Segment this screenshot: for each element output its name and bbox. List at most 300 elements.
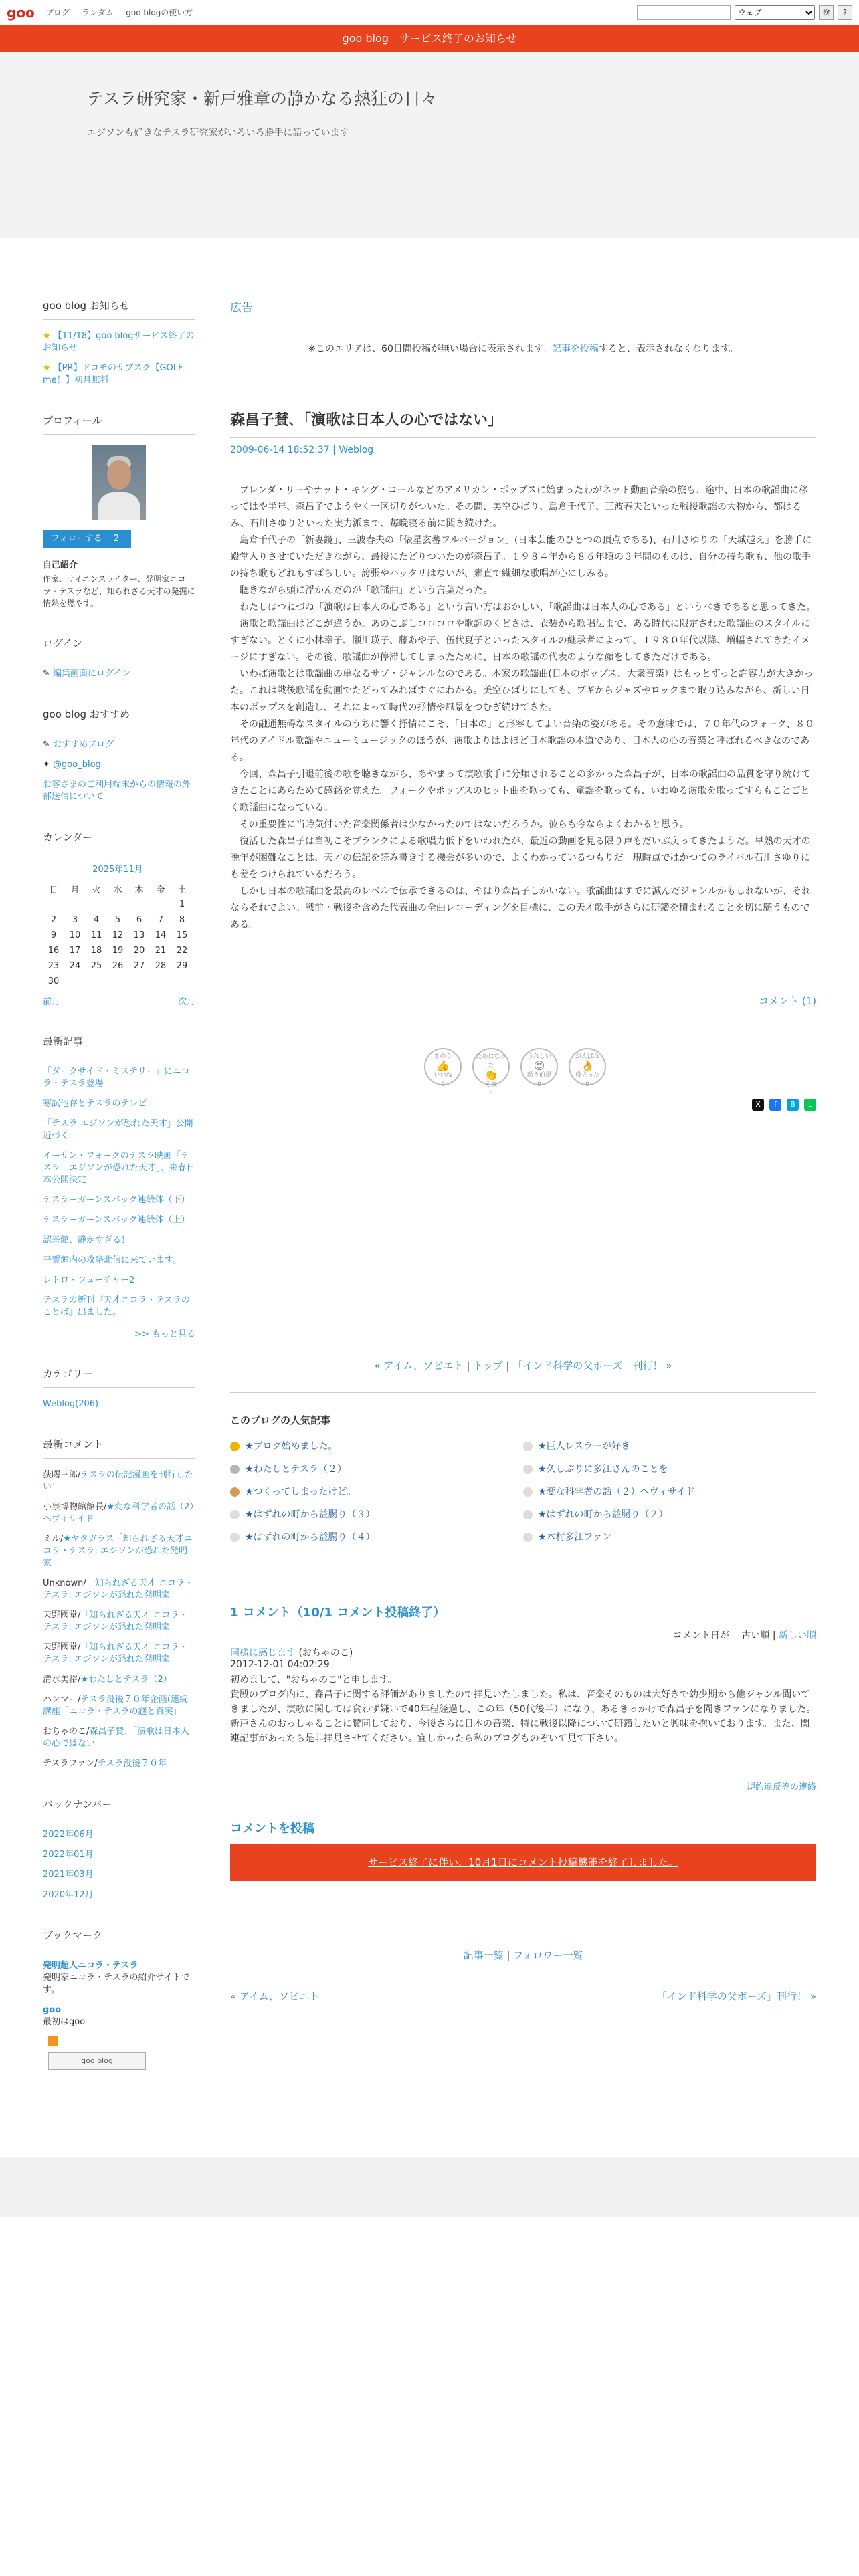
- login-title: ログイン: [43, 636, 195, 657]
- comment-what-link[interactable]: 森昌子賛、「演歌は日本人の心ではない」: [43, 1727, 189, 1749]
- calendar-week: [43, 958, 193, 974]
- calendar-day: 5: [114, 915, 121, 925]
- follow-button[interactable]: [43, 530, 131, 548]
- calendar-day: 2: [50, 915, 57, 925]
- rank-badge-icon: [523, 1533, 533, 1542]
- calendar-week: [43, 943, 193, 958]
- comment-closed-link[interactable]: サービス終了に伴い、10月1日にコメント投稿機能を終了しました。: [368, 1856, 678, 1868]
- next-month-link[interactable]: 次月: [177, 997, 195, 1007]
- goo-logo[interactable]: goo: [7, 4, 35, 21]
- calendar-day: [86, 897, 107, 912]
- latest-comments-title: 最新コメント: [43, 1437, 195, 1459]
- calendar-nav: [43, 994, 195, 1007]
- follow-label: フォローする: [51, 534, 102, 544]
- recommend-link[interactable]: おすすめブログ: [53, 740, 114, 750]
- rank-badge-icon: [523, 1487, 533, 1497]
- bookmark-section: [43, 1928, 195, 2070]
- bottom-nav: 記事一覧 | フォロワー一覧: [230, 1921, 816, 1962]
- popular-link[interactable]: ★久しぶりに多江さんのことを: [538, 1464, 668, 1475]
- search-input[interactable]: [637, 5, 731, 20]
- calendar-week: [43, 897, 193, 912]
- recommend-item: [43, 759, 195, 771]
- comment-what-link[interactable]: テスラ没後７０年: [97, 1759, 167, 1769]
- entry-date: 2009-06-14 18:52:37: [230, 445, 330, 455]
- info-section: [43, 298, 195, 387]
- recommend-item: [43, 739, 195, 751]
- calendar-day: 9: [50, 930, 57, 940]
- comment-who: テスラファン: [43, 1759, 95, 1769]
- info-title: goo blog お知らせ: [43, 298, 195, 320]
- popular-item: [230, 1530, 523, 1543]
- pencil-icon: ✎: [43, 669, 50, 679]
- recent-item: [43, 1295, 195, 1319]
- ad-title: 広告: [230, 302, 253, 315]
- calendar-day: [171, 974, 193, 989]
- bottom-pager: [230, 1989, 816, 2003]
- separator: /: [78, 1470, 81, 1480]
- popular-item: [523, 1530, 816, 1543]
- rank-badge-icon: [230, 1442, 240, 1451]
- reaction-good[interactable]: [424, 1048, 462, 1088]
- recent-item: [43, 1066, 195, 1090]
- comment-what-link[interactable]: ★わたしとテスラ（2）: [80, 1675, 172, 1685]
- top-bar: [0, 0, 859, 25]
- calendar-day: 12: [112, 930, 124, 940]
- entry-list-link[interactable]: 記事一覧: [463, 1949, 504, 1961]
- thumbs-up-icon: 👍: [436, 1059, 450, 1072]
- intro-text: 作家、サイエンスライター、発明家ニコラ・テスラなど、知られざる天才の発掘に情熱を燃やす。: [43, 574, 195, 608]
- reaction-buttons: [424, 1048, 816, 1097]
- follower-list-link[interactable]: フォロワー一覧: [513, 1949, 583, 1961]
- profile-title: プロフィール: [43, 413, 195, 435]
- recent-link[interactable]: イーサン・フォークのテスラ映画「テスラ エジソンが恐れた天才」、来春日本公開決定: [43, 1151, 195, 1185]
- clap-icon: 👏: [484, 1069, 498, 1081]
- popular-link[interactable]: ★はずれの町から益腸り（４）: [245, 1532, 375, 1543]
- calendar-days: [43, 897, 193, 989]
- bird-icon: ✦: [43, 760, 50, 770]
- recent-link[interactable]: 寒試他存とテスラのテレビ: [43, 1099, 147, 1109]
- service-end-notice: [0, 25, 859, 52]
- comment-who: ミル: [43, 1534, 61, 1544]
- calendar-day: [64, 974, 86, 989]
- backnumber-section: [43, 1797, 195, 1901]
- blog-description: エジソンも好きなテスラ研究家がいろいろ勝手に語っています。: [87, 128, 358, 138]
- recent-link[interactable]: テスラーガーンズバック連続体（上）: [43, 1215, 190, 1225]
- rank-badge-icon: [523, 1465, 533, 1474]
- ad-text-2: すると、表示されなくなります。: [598, 344, 739, 354]
- info-item: [43, 330, 195, 354]
- comment-closed-banner: [230, 1844, 816, 1881]
- login-section: [43, 636, 195, 680]
- reaction-count: 0: [585, 1081, 589, 1088]
- comment-who: 天野國堂: [43, 1610, 78, 1620]
- reaction-top: ためになった: [476, 1053, 506, 1069]
- recent-item: [43, 1235, 195, 1247]
- separator: /: [104, 1502, 107, 1512]
- reaction-label: 役立った: [575, 1072, 599, 1079]
- comment-what-link[interactable]: 「知られざる天才 ニコラ・テスラ: エジソンが恐れた発明家: [43, 1610, 188, 1632]
- reaction-helpful[interactable]: [569, 1048, 606, 1088]
- comment-who: Unknown: [43, 1578, 84, 1588]
- sort-new-link[interactable]: 新しい順: [779, 1630, 816, 1641]
- login-link[interactable]: 編集画面にログイン: [53, 669, 131, 679]
- category-link[interactable]: Weblog(206): [43, 1399, 99, 1409]
- calendar-day: [150, 897, 171, 912]
- comment-who: 天野國堂: [43, 1642, 78, 1652]
- popular-item: [230, 1507, 523, 1521]
- avatar-face: [107, 460, 131, 490]
- recent-link[interactable]: 認書館、静かすぎる！: [43, 1235, 130, 1245]
- calendar-day: 6: [136, 915, 142, 925]
- calendar-day: 15: [176, 930, 188, 940]
- comment-what-link[interactable]: 「知られざる天才 ニコラ・テスラ: エジソンが恐れた発明家: [43, 1642, 188, 1665]
- popular-section: [230, 1413, 816, 1584]
- reaction-count: 0: [489, 1091, 493, 1097]
- comment-author-link[interactable]: 同様に感じます: [230, 1648, 296, 1658]
- reaction-top: きのう: [434, 1053, 452, 1060]
- weekday: 月: [70, 885, 80, 895]
- calendar-title: カレンダー: [43, 830, 195, 851]
- recent-item: [43, 1194, 195, 1206]
- report-link[interactable]: 規約違反等の連絡: [746, 1782, 816, 1792]
- weekday: 木: [134, 885, 144, 895]
- weekday: 金: [156, 885, 165, 895]
- comment-who: ハンマー: [43, 1695, 78, 1705]
- latest-comment-item: [43, 1501, 195, 1525]
- latest-comments-section: [43, 1437, 195, 1770]
- recent-link[interactable]: 「テスラ エジソンが恐れた天才」公開近づく: [43, 1119, 193, 1141]
- bookmark-link[interactable]: 発明超人ニコラ・テスラ: [43, 1961, 138, 1971]
- calendar-day: 14: [155, 930, 167, 940]
- popular-link[interactable]: ★ブログ始めました。: [245, 1441, 338, 1452]
- comment-date: 2012-12-01 04:02:29: [230, 1659, 330, 1670]
- reaction-label: いいね: [434, 1072, 452, 1079]
- calendar-week: [43, 928, 193, 943]
- reaction-cheer[interactable]: [472, 1048, 510, 1097]
- recent-item: [43, 1214, 195, 1226]
- calendar-day: 3: [72, 915, 78, 925]
- comment-what-link[interactable]: 「知られざる天才 ニコラ・テスラ: エジソンが恐れた発明家: [43, 1578, 193, 1600]
- recommend-section: [43, 707, 195, 803]
- latest-comment-item: [43, 1726, 195, 1750]
- recent-link[interactable]: レトロ・フューチャー2: [43, 1275, 135, 1285]
- latest-comment-item: [43, 1674, 195, 1686]
- latest-comment-item: [43, 1642, 195, 1666]
- weekday: 土: [177, 885, 187, 895]
- pager-nav: « アイム、ソビエト | トップ | 「インド科学の父ボーズ」刊行！ »: [230, 1358, 816, 1393]
- rss-icon[interactable]: [48, 2036, 58, 2046]
- backnumber-link[interactable]: 2022年01月: [43, 1850, 94, 1860]
- calendar-day: 19: [112, 946, 124, 956]
- info-item: [43, 362, 195, 387]
- separator: /: [78, 1695, 81, 1705]
- calendar-day: [128, 974, 150, 989]
- reaction-love[interactable]: [520, 1048, 558, 1088]
- calendar-day: 24: [69, 961, 81, 971]
- calendar-weekdays: [43, 881, 193, 897]
- popular-item: [523, 1507, 816, 1521]
- popular-link[interactable]: ★わたしとテスラ（２）: [245, 1464, 347, 1475]
- popular-link[interactable]: ★木村多江ファン: [538, 1532, 612, 1543]
- share-buttons: [230, 1099, 816, 1111]
- rank-badge-icon: [523, 1442, 533, 1451]
- prev-entry-link[interactable]: « アイム、ソビエト: [374, 1360, 464, 1372]
- latest-comments-list: [43, 1469, 195, 1770]
- next-entry-link-bottom[interactable]: 「インド科学の父ボーズ」刊行！ »: [656, 1990, 816, 2002]
- rank-badge-icon: [523, 1510, 533, 1519]
- reaction-count: 0: [441, 1081, 445, 1088]
- follow-count: 2: [113, 534, 120, 544]
- calendar-day: 21: [155, 946, 167, 956]
- service-end-link[interactable]: goo blog サービス終了のお知らせ: [342, 32, 517, 45]
- latest-comment-item: [43, 1533, 195, 1570]
- post-comment-section: [230, 1819, 816, 1881]
- separator: /: [78, 1675, 81, 1685]
- prev-entry-link-bottom[interactable]: « アイム、ソビエト: [230, 1990, 320, 2002]
- star-icon: ★: [43, 363, 51, 373]
- popular-item: [230, 1485, 523, 1498]
- category-title: カテゴリー: [43, 1366, 195, 1388]
- comment-what-link[interactable]: テスラの伝記漫画を刊行したい！: [43, 1470, 193, 1492]
- popular-item: [523, 1462, 816, 1475]
- recommend-link[interactable]: お客さまのご利用端末からの情報の外部送信について: [43, 780, 191, 802]
- login-item: [43, 668, 195, 680]
- recent-item: [43, 1118, 195, 1142]
- comment-author: [230, 1646, 816, 1659]
- info-link[interactable]: 【11/18】goo blogサービス終了のお知らせ: [43, 331, 195, 353]
- reaction-top: うれしい: [527, 1053, 551, 1060]
- popular-item: [523, 1439, 816, 1453]
- sort-label: コメント日が: [672, 1630, 729, 1641]
- reaction-count: 0: [537, 1081, 541, 1088]
- calendar-day: 7: [157, 915, 164, 925]
- bookmark-item: [43, 2004, 195, 2028]
- calendar-day: [128, 897, 150, 912]
- comment-what-link[interactable]: ★変な科学者の話（2）ヘヴィサイド: [43, 1502, 194, 1524]
- calendar-day: 8: [179, 915, 185, 925]
- top-link-blog[interactable]: ブログ: [45, 8, 70, 17]
- calendar-day: 25: [90, 961, 102, 971]
- calendar-day: 4: [93, 915, 100, 925]
- top-link[interactable]: トップ: [473, 1360, 503, 1372]
- recent-item: [43, 1150, 195, 1186]
- popular-list: [230, 1439, 816, 1584]
- line-icon[interactable]: L: [804, 1099, 816, 1111]
- calendar-day: 10: [69, 930, 81, 940]
- entry-body: ブレンダ・リーやナット・キング・コールなどのアメリカン・ポップスに始まったわがネット動画音楽の旅も、途中、日本の歌謡曲に移ってはや半年、森昌子でようやく一区切りがついた。その間、美空ひばり、島倉千代子、三波春夫といった戦後歌謡の大物から、都はるみ、石川さゆりといった実力派まで、毎晩寝る前に聞き続けた。 島倉千代子の「新妻鏡」、三波春夫の「俵星玄蕃フルバージョン」(日本芸能のひとつの頂点である)、石川さゆりの「天城越え」を勝手に殿堂入りさせていただきながら、最後にたどりついたのが森昌子。１９８４年から８６年頃の３年間のものは、自分の持ち歌も、他の歌手の持ち歌もどれもすばらしい。誇張やハッタリはないが、素直で繊細な歌唱が心にしみる。 聴きながら頭に浮かんだのが「歌謡曲」という言葉だった。 わたしはつねづね「演歌は日本人の心である」という言い方はおかしい、「歌謡曲は日本人の心である」というべきであると思ってきた。 演歌と歌謡曲はどこが違うか。あのこぶしコロコロや歌詞のくどさは、衣装から歌唱法まで、ある時代に限定された歌謡曲のスタイルにすぎない。とくに小林幸子、瀬川瑛子、藤あや子、伍代夏子といったスタイルの継承者によって、１９８０年代以降、増幅されてきたイメージにすぎない。その後、歌謡曲が停滞してしまったために、日本の歌謡の代表のような顔をしてきただけである。 いわば演歌とは歌謡曲の単なるサブ・ジャンルなのである。本家の歌謡曲(日本のポップス、大衆音楽）はもっとずっと許容力が大きかった。これは戦後歌謡を動画でたどってみればすぐにわかる。美空ひばりにしても、ブギからジャズやロックまで取り込みながら、新しい日本のポップスを創造し、それによって時代の抒情や風景をつむぎ続けてきた。 その融通無碍なスタイルのうちに響く抒情にこそ、「日本の」と形容してよい音楽の姿がある。その意味では、７０年代のフォーク、８０年代のアイドル歌謡やニューミュージックのほうが、演歌よりはよほど日本歌謡の本道であり、日本人の心の音楽と呼ばれるべきなのである。 今回、森昌子引退前後の歌を聴きながら、あやまって演歌歌手に分類されることの多かった森昌子が、日本の歌謡曲の品質を守り続けてきたことにあらためて感銘を覚えた。フォークやポップスのヒット曲を歌っても、童謡を歌っても、いわゆる演歌を歌ってすらもことごとく歌謡曲になっている。 その重要性に当時気付いた音楽関係者は少なかったのではないだろうか。彼らも今ならよくわかると思う。 復活した森昌子は当初こそブランクによる歌唱力低下をいわれたが、最近の動画を見る限り声もだいぶ戻ってきたようだ。早熟の天才の晩年が困難なことは、天才の伝記を読み書きする機会が多いので、よくわかっているつもりだ。現時点ではかつてのライバル石川さゆりにも差をつけられているだろう。 しかし日本の歌謡曲を最高のレベルで伝承できるのは、やはり森昌子しかいない。歌謡曲はすでに滅んだジャンルかもしれないが、それならそれでよい。戦前・戦後を含めた代表曲の全曲レコーディングを目標に、この天才歌手がさらに研鑽を積まれることを切に願うものである。: [230, 485, 816, 930]
- separator: /: [83, 1578, 86, 1588]
- info-link[interactable]: 【PR】ドコモのサブスク【GOLF me！】初月無料: [43, 363, 183, 385]
- help-icon[interactable]: ?: [838, 5, 852, 20]
- weekday: 日: [49, 885, 58, 895]
- separator: /: [94, 1759, 98, 1769]
- calendar-day: [64, 897, 86, 912]
- search-type-select[interactable]: [735, 5, 815, 20]
- comment-who: 清水美裕: [43, 1675, 78, 1685]
- calendar-day: 29: [176, 961, 188, 971]
- sort-old[interactable]: 古い順: [741, 1630, 770, 1641]
- calendar-day: 1: [179, 899, 185, 909]
- calendar-day: 18: [90, 946, 102, 956]
- calendar-day: 20: [133, 946, 145, 956]
- avatar-body: [98, 492, 140, 520]
- separator: /: [78, 1610, 81, 1620]
- comment-body: 初めまして、"おちゃのこ"と申します。 貴殿のブログ内に、森昌子に関する評価がありましたので拝見いたしました。私は、音楽そのものは大好きで幼少期から他ジャンル聞いてきましたが、演歌に関しては食わず嫌いで40年程経過し、この年（50代後半）になり、あるきっかけで森昌子を聞きファンになりました。新戸さんのおっしゃることに賛同しており、今後さらに日本の音楽、特に戦後以降について研鑽したいと興味を抱いております。また、関連記事があったら是非拝見させてください。宜しかったら私のブログものぞいて見て下さい。: [230, 1675, 816, 1744]
- next-entry-link[interactable]: 「インド科学の父ボーズ」刊行！ »: [512, 1360, 672, 1372]
- heart-eyes-icon: 😍: [533, 1059, 545, 1072]
- recent-link[interactable]: 「ダークサイド・ミステリー」にニコラ・テスラ登場: [43, 1067, 190, 1089]
- top-search: [637, 5, 852, 20]
- calendar-day: 27: [133, 961, 145, 971]
- comments-title: 1 コメント（10/1 コメント投稿終了）: [230, 1606, 446, 1620]
- star-icon: ★: [43, 331, 51, 341]
- profile-section: [43, 413, 195, 609]
- ok-hand-icon: 👌: [581, 1059, 594, 1072]
- reaction-label: 応援: [484, 1081, 497, 1088]
- recent-more-link[interactable]: >> もっと見る: [134, 1329, 195, 1339]
- popular-link[interactable]: ★つくってしまったけど。: [245, 1487, 357, 1497]
- main-content: [230, 298, 816, 2097]
- recommend-title: goo blog おすすめ: [43, 707, 195, 728]
- reaction-label: 願う前提: [527, 1072, 551, 1079]
- latest-comment-item: [43, 1469, 195, 1493]
- calendar-day: 22: [176, 946, 188, 956]
- backnumber-item: [43, 1889, 195, 1901]
- backnumber-link[interactable]: 2022年06月: [43, 1830, 94, 1840]
- top-link-random[interactable]: ランダム: [82, 8, 114, 17]
- calendar-day: [150, 974, 171, 989]
- rank-badge-icon: [230, 1487, 240, 1497]
- bookmark-item: [43, 1960, 195, 1996]
- ad-text-1: ※このエリアは、60日間投稿が無い場合に表示されます。: [308, 344, 552, 354]
- calendar-day: 30: [47, 976, 60, 986]
- comment-sort: コメント日が 古い順 | 新しい順: [672, 1630, 816, 1641]
- search-button[interactable]: 検: [819, 5, 834, 20]
- calendar-day: 26: [112, 961, 124, 971]
- goo-blog-badge[interactable]: goo blog: [48, 2052, 146, 2070]
- blog-title[interactable]: テスラ研究家・新戸雅章の静かなる熱狂の日々: [87, 89, 438, 108]
- recent-title: 最新記事: [43, 1034, 195, 1055]
- recent-link[interactable]: テスラーガーンズバック連続体（下）: [43, 1195, 190, 1205]
- comment-count-link[interactable]: コメント (1): [758, 995, 816, 1007]
- rank-badge-icon: [230, 1465, 240, 1474]
- post-article-link[interactable]: 記事を投稿: [551, 344, 599, 354]
- popular-link[interactable]: ★はずれの町から益腸り（２）: [538, 1509, 668, 1520]
- comment-who: おちゃのこ: [43, 1727, 87, 1737]
- comment-who: 荻曙三郎: [43, 1470, 78, 1480]
- calendar-day: 11: [90, 930, 102, 940]
- recommend-link[interactable]: @goo_blog: [53, 760, 101, 770]
- calendar-week: [43, 912, 193, 928]
- entry-category-link[interactable]: Weblog: [339, 445, 374, 455]
- latest-comment-item: [43, 1610, 195, 1634]
- hatena-icon[interactable]: B: [787, 1099, 799, 1111]
- top-links: [45, 7, 202, 18]
- entry-title[interactable]: 森昌子賛､「演歌は日本人の心ではない」: [230, 409, 816, 438]
- ad-notice: [230, 342, 816, 355]
- top-link-howto[interactable]: goo blogの使い方: [126, 8, 193, 17]
- latest-comment-item: [43, 1758, 195, 1770]
- rank-badge-icon: [230, 1533, 240, 1542]
- popular-title: このブログの人気記事: [230, 1414, 331, 1426]
- rank-badge-icon: [230, 1510, 240, 1519]
- popular-link[interactable]: ★はずれの町から益腸り（３）: [245, 1509, 375, 1520]
- sidebar: [43, 298, 195, 2097]
- intro-title: 自己紹介: [43, 560, 78, 570]
- separator: /: [78, 1642, 81, 1652]
- weekday: 水: [113, 885, 122, 895]
- calendar-day: 23: [47, 961, 60, 971]
- calendar-day: [107, 974, 128, 989]
- facebook-icon[interactable]: f: [769, 1099, 781, 1111]
- calendar-day: [86, 974, 107, 989]
- recent-section: [43, 1034, 195, 1339]
- calendar-day: [107, 897, 128, 912]
- backnumber-item: [43, 1869, 195, 1881]
- recent-link[interactable]: テスラの新刊『天才ニコラ・テスラのことば』出ました。: [43, 1295, 190, 1317]
- calendar-day: [43, 897, 64, 912]
- recent-item: [43, 1275, 195, 1287]
- popular-item: [230, 1462, 523, 1475]
- recent-item: [43, 1255, 195, 1267]
- popular-link[interactable]: ★巨人レスラーが好き: [538, 1441, 631, 1452]
- blog-header: [0, 52, 859, 238]
- calendar: [43, 862, 193, 989]
- backnumber-title: バックナンバー: [43, 1797, 195, 1818]
- calendar-week: [43, 974, 193, 989]
- prev-month-link[interactable]: 前月: [43, 997, 61, 1007]
- x-icon[interactable]: X: [752, 1099, 764, 1111]
- recommend-item: [43, 779, 195, 803]
- bookmark-desc: 発明家ニコラ・テスラの紹介サイトです。: [43, 1973, 190, 1995]
- category-section: [43, 1366, 195, 1410]
- recent-list: [43, 1066, 195, 1319]
- calendar-section: [43, 830, 195, 1007]
- backnumber-link[interactable]: 2020年12月: [43, 1890, 94, 1900]
- latest-comment-item: [43, 1694, 195, 1718]
- weekday: 火: [92, 885, 101, 895]
- calendar-day: 28: [155, 961, 167, 971]
- calendar-caption: 2025年11月: [92, 865, 143, 875]
- comment-what-link[interactable]: ★ヤタガラス「知られざる天才ニコラ・テスラ: エジソンが恐れた発明家: [43, 1534, 193, 1568]
- post-comment-title: コメントを投稿: [230, 1822, 314, 1836]
- backnumber-item: [43, 1829, 195, 1841]
- separator: /: [86, 1727, 90, 1737]
- comment-what-link[interactable]: テスラ没後７０年企画(連続講座「ニコラ・テスラの謎と真実」: [43, 1695, 188, 1717]
- comment-who: 小泉博物館館長: [43, 1502, 104, 1512]
- category-item: [43, 1398, 195, 1410]
- popular-item: [230, 1439, 523, 1453]
- backnumber-item: [43, 1849, 195, 1861]
- calendar-day: 13: [133, 930, 145, 940]
- avatar: [92, 445, 146, 520]
- comments-section: [230, 1603, 816, 1792]
- popular-link[interactable]: ★変な科学者の話（２）ヘヴィサイド: [538, 1487, 695, 1497]
- recent-item: [43, 1098, 195, 1110]
- separator: /: [60, 1534, 64, 1544]
- entry-meta: 2009-06-14 18:52:37 | Weblog: [230, 445, 374, 455]
- popular-item: [523, 1485, 816, 1498]
- comment-author-name: (おちゃのこ): [298, 1648, 353, 1658]
- backnumber-link[interactable]: 2021年03月: [43, 1870, 94, 1880]
- latest-comment-item: [43, 1578, 195, 1602]
- footer: [0, 2157, 859, 2217]
- pencil-icon: ✎: [43, 740, 50, 750]
- recent-link[interactable]: 平賀源内の攻略北信に来ています。: [43, 1255, 181, 1265]
- bookmark-title: ブックマーク: [43, 1928, 195, 1949]
- reaction-top: がんばれ: [575, 1053, 599, 1060]
- bookmark-link[interactable]: goo: [43, 2005, 62, 2015]
